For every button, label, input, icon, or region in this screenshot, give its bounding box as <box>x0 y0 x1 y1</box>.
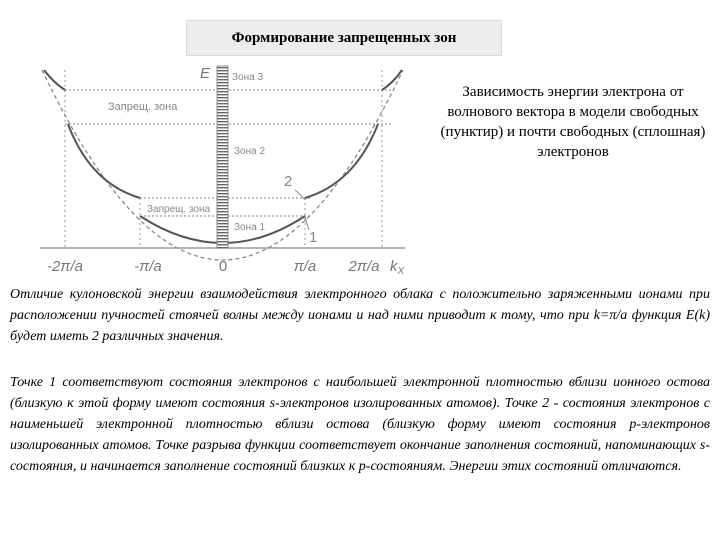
tick-plus-pi: π/a <box>293 258 317 275</box>
tick-minus-2pi: -2π/a <box>47 258 83 275</box>
band-2-right-curve <box>305 124 378 198</box>
band-3-right-curve <box>382 70 402 90</box>
gap-lower-label: Запрещ. зона <box>147 204 211 215</box>
tick-plus-2pi: 2π/a <box>348 258 380 275</box>
diagram-caption: Зависимость энергии электрона от волнового вектора в модели свободных (пунктир) и почти свободных (сплошная) электронов <box>440 84 706 160</box>
energy-axis-label: E <box>200 65 211 82</box>
energy-axis-ruler <box>217 66 228 248</box>
gap-upper-label: Запрещ. зона <box>108 101 178 113</box>
paragraph-energy-split: Отличие кулоновской энергии взаимодействия электронного облака с положительно заряженными ионами при расположении пучностей стоячей волны между ионами и над ними приводит к тому, что при k=π/a функция E(k) будет иметь 2 различных значения. <box>10 287 710 344</box>
zone-1-label: Зона 1 <box>234 222 266 233</box>
zone-2-label: Зона 2 <box>234 146 266 157</box>
paragraph-points-explanation: Точке 1 соответствуют состояния электронов с наибольшей электронной плотностью вблизи ионного остова (близкую к этой форму имеют состояния s-электронов изолированных атомов). Точке 2 - состояния электронов с наименьшей электронной плотностью вблизи остова (близкую форму имеют состояния p-электронов изолированных атомов. Точке разрыва функции соответствует окончание заполнения состояний, напоминающих s-состояния, и начинается заполнение состояний близких к p-состояниям. Энергии этих состояний отличаются. <box>10 375 710 474</box>
point-1-label: 1 <box>309 229 318 246</box>
slide-title: Формирование запрещенных зон <box>186 20 502 56</box>
band-2-left-curve <box>68 124 140 198</box>
point-2-label: 2 <box>284 173 293 190</box>
tick-zero: 0 <box>218 258 228 275</box>
band-diagram <box>30 58 420 280</box>
band-3-left-curve <box>44 70 65 90</box>
zone-3-label: Зона 3 <box>232 72 264 83</box>
kx-axis-label: $k_X$ <box>390 258 405 277</box>
tick-minus-pi: -π/a <box>134 258 162 275</box>
